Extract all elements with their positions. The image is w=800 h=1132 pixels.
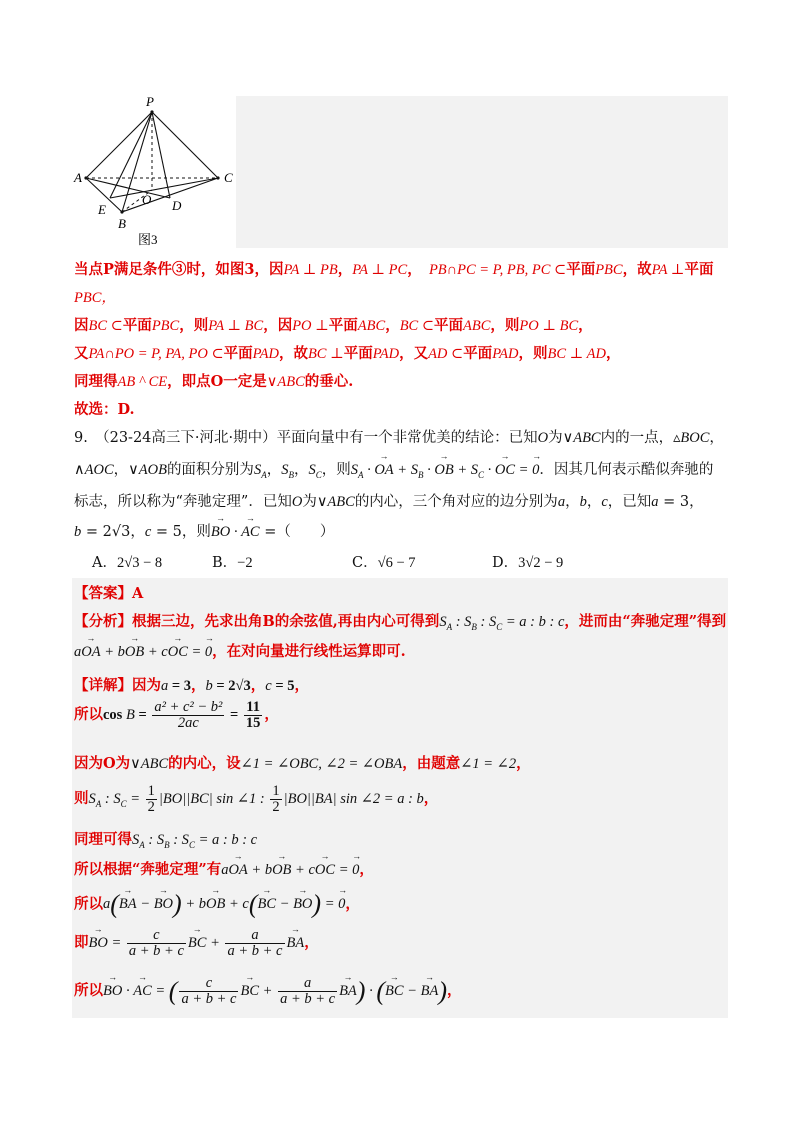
detail-ie-line: 即→ BO = $\frac{c}{a + b + c}$ → BC + $\frac{a}{a + b + c}$ → BA， [74, 928, 319, 959]
question-line4: b = 2√3，c = 5，则→ BO · → AC =（ ） [74, 520, 334, 541]
label-B: B [118, 216, 126, 231]
label-P: P [146, 94, 154, 109]
prev-answer: 故选：D. [74, 401, 135, 418]
label-O: O [142, 192, 152, 207]
label-A: A [74, 170, 82, 185]
pyramid-diagram [72, 94, 238, 248]
prev-solution-line3: 因BC ⊂平面PBC，则PA ⊥ BC，因PO ⊥平面ABC，BC ⊂平面ABC，则PO ⊥ BC， [74, 317, 593, 334]
figure-caption: 图3 [138, 232, 158, 247]
option-c[interactable]: C．√6 − 7 [352, 555, 416, 571]
prev-solution-line1: 当点P满足条件③时，如图3，因PA ⊥ PB，PA ⊥ PC， PB∩PC = P, PB, PC ⊂平面PBC，故PA ⊥平面 [74, 261, 714, 278]
detail-final-line: 所以→ BO · → AC = ( $\frac{c}{a + b + c}$ → BC + $\frac{a}{a + b + c}$ → BA) · (→ BC − → BA)， [74, 976, 461, 1007]
detail-so-line: 所以a(→ BA − → BO) + b→ OB + c(→ BC − → BO) = → 0， [74, 890, 360, 920]
detail-same-line: 同理可得$S_A$ : $S_B$ : $S_C = a$ : b : c [74, 831, 258, 850]
question-line1: 9. （23-24高三下·河北·期中）平面向量中有一个非常优美的结论：已知O为∨ABC内的一点，▵BOC， [74, 430, 724, 446]
label-D: D [172, 198, 182, 213]
detail-cos-line: 所以cos B = $\frac{\text{a² + c² − b²}}{2ac}$ = $\frac{11}{15}$ ， [74, 699, 279, 731]
figure-background [236, 96, 728, 248]
analysis-line2: a→ OA + b→ OB + c→ OC = → 0，在对向量进行线性运算即可. [74, 640, 406, 661]
label-C: C [224, 170, 233, 185]
detail-line1: 【详解】因为a = 3，b = 2√3，c = 5， [74, 677, 309, 694]
pyramid-figure [72, 94, 238, 248]
detail-theorem-line: 所以根据“奔驰定理”有a→ OA + b→ OB + c→ OC = → 0， [74, 858, 374, 879]
detail-incenter-line: 因为O为∨ABC的内心，设∠1 = ∠OBC, ∠2 = ∠OBA，由题意∠1 = ∠2， [74, 755, 531, 772]
analysis-line1: 【分析】根据三边，先求出角B的余弦值,再由内心可得到$S_A$ : $S_B$ : $S_C = a$ : b : c，进而由“奔驰定理”得到 [74, 613, 727, 632]
detail-area-line: 则$S_A$ : $S_C$ = $\frac{1}{2}$ |BO||BC| sin ∠1 : $\frac{1}{2}$ |BO||BA| sin ∠2 = a : b， [74, 783, 439, 815]
label-E: E [98, 202, 106, 217]
option-a[interactable]: A．2√3 − 8 [92, 555, 163, 571]
question-line2: ∧AOC，∨AOB的面积分别为$S_A$，$S_B$，$S_C$，则$S_A$ · → OA + $S_B$ · → OB + $S_C$ · → OC = → 0．因其几何表示酷似奔驰的 [74, 458, 713, 480]
option-d[interactable]: D．3√2 − 9 [492, 555, 564, 571]
answer-tag: 【答案】A [74, 585, 144, 602]
question-line3: 标志，所以称为“奔驰定理”．已知O为∨ABC的内心，三个角对应的边分别为a，b，c，已知a = 3， [74, 494, 704, 510]
prev-solution-line2: PBC， [74, 290, 116, 306]
prev-solution-line5: 同理得AB ^ CE，即点O一定是∨ABC的垂心. [74, 373, 354, 390]
prev-solution-line4: 又PA∩PO = P, PA, PO ⊂平面PAD，故BC ⊥平面PAD，又AD ⊂平面PAD，则BC ⊥ AD， [74, 345, 621, 362]
option-b[interactable]: B．−2 [212, 555, 253, 571]
